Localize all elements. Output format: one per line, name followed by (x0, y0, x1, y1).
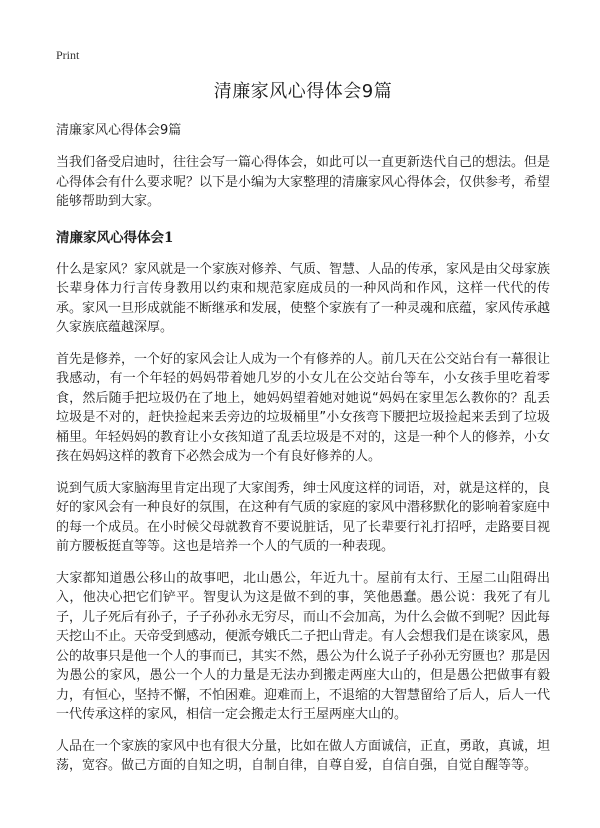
document-subtitle: 清廉家风心得体会9篇 (56, 123, 182, 138)
body-paragraph: 大家都知道愚公移山的故事吧，北山愚公，年近九十。屋前有太行、王屋二山阻碍出入，他决心把它们铲平。智叟认为这是做不到的事，笑他愚蠢。愚公说：我死了有儿子，儿子死后有孙子，子子孙孙永无穷尽，而山不会加高，为什么会做不到呢？因此每天挖山不止。天帝受到感动，便派夸娥氏二子把山背走。有人会想我们是在谈家风，愚公的故事只是他一个人的事而已，其实不然，愚公为什么说子子孙孙无穷匮也？那是因为愚公的家风，愚公一个人的力量是无法办到搬走两座大山的，但是愚公把做事有毅力，有恒心，坚持不懈，不怕困难。迎难而上，不退缩的大智慧留给了后人，后人一代一代传承这样的家风，相信一定会搬走太行王屋两座大山的。 (56, 570, 551, 722)
section-heading: 清廉家风心得体会1 (56, 229, 174, 246)
body-paragraph: 人品在一个家族的家风中也有很大分量，比如在做人方面诚信，正直，勇敢，真诚，坦荡，宽容。做己方面的自知之明，自制自律，自尊自爱，自信自强，自觉自醒等等。 (56, 738, 551, 773)
intro-paragraph: 当我们备受启迪时，往往会写一篇心得体会，如此可以一直更新迭代自己的想法。但是心得体会有什么要求呢？以下是小编为大家整理的清廉家风心得体会，仅供参考，希望能够帮助到大家。 (56, 155, 551, 209)
document-title: 清廉家风心得体会9篇 (213, 81, 393, 102)
body-paragraph: 说到气质大家脑海里肯定出现了大家闺秀，绅士风度这样的词语，对，就是这样的，良好的家风会有一种良好的氛围，在这种有气质的家庭的家风中潜移默化的影响着家庭中的每一个成员。在小时候父母就教育不要说脏话，见了长辈要行礼打招呼，走路要目视前方腰板挺直等等。这也是培养一个人的气质的一种表现。 (56, 480, 551, 554)
body-paragraph: 首先是修养，一个好的家风会让人成为一个有修养的人。前几天在公交站台有一幕很让我感动，有一个年轻的妈妈带着她几岁的小女儿在公交站台等车，小女孩手里吃着零食，然后随手把垃圾仍在了地上，她妈妈望着她对她说“妈妈在家里怎么教你的？乱丢垃圾是不对的，赶快捡起来丢旁边的垃圾桶里”小女孩弯下腰把垃圾捡起来丢到了垃圾桶里。年轻妈妈的教育让小女孩知道了乱丢垃圾是不对的，这是一种个人的修养，小女孩在妈妈这样的教育下必然会成为一个有良好修养的人。 (56, 351, 551, 464)
body-paragraph: 什么是家风？家风就是一个家族对修养、气质、智慧、人品的传承，家风是由父母家族长辈身体力行言传身教用以约束和规范家庭成员的一种风尚和作风，这样一代代的传承。家风一旦形成就能不断继承和发展，使整个家族有了一种灵魂和底蕴，家风传承越久家族底蕴越深厚。 (56, 261, 551, 335)
print-label: Print (56, 48, 80, 62)
